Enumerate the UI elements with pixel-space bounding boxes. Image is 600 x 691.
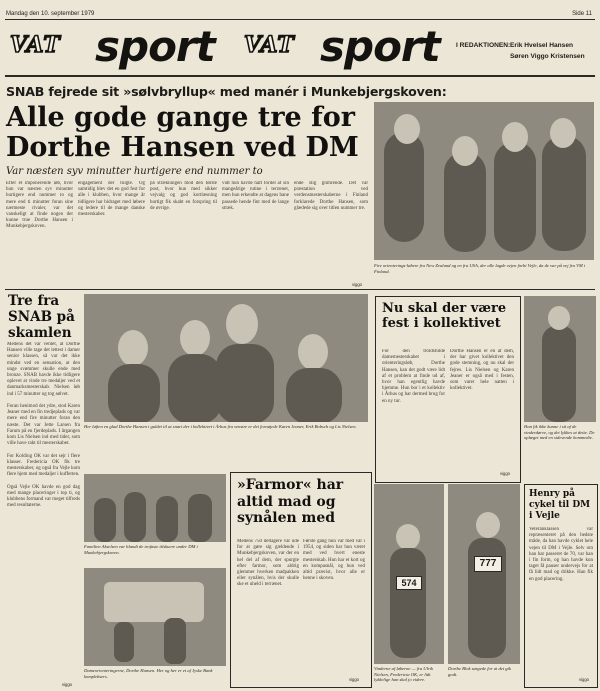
- editor-2: Søren Viggo Kristensen: [510, 53, 585, 60]
- story-fest-body-col-2: Dorthe Hansen er en af dem, der har givet kollektivet den gode stemning, og nu skal der fejres. Lis Nielsen og Karen Jeaner er også med i festen, som varer hele natten i kollektivet.: [450, 349, 514, 392]
- story-farmor-body-col-1: Medens 750 deltagere var ude for at gøre sig gældende i Munkebjergskoven, var der en hel del af dem, der spurgte efter farmor, som aldrig glemmer hverken madpakken eller synålen, hvis der skulle ske et uheld i terrænet.: [237, 539, 299, 588]
- story-henry-signature: viggo: [579, 677, 590, 682]
- runner-photo-2: [448, 484, 520, 664]
- right-photo-caption: Han fik ikke kunne i sit af de vinderdørve, og det lykkes at dette. De oplæget med en sidevende kommedie.: [524, 424, 595, 441]
- story-tre-fra-signature: viggo: [62, 682, 73, 687]
- runner-photos-caption-2: Dorthe Blok sørgede for at det gik godt.: [448, 666, 511, 677]
- story-fest-body-col-1: For den troldsfulde damemesterskabet i orienteringsløb, Dorthe Hansen, kan det godt være lidt af et problem at finde ud af, hvor han egentlig havde hjemme. Hun bor i et kollektiv i Århus og har dermed brug for en ny tur.: [382, 349, 445, 404]
- main-headline-line-1: Alle gode gange tre for: [6, 102, 355, 133]
- masthead-rule-top: [5, 19, 595, 20]
- logo-sport-left: sport: [95, 22, 215, 71]
- runner-photo-1: [374, 484, 444, 664]
- main-story-column-2: engagement der fulgte. Og samtidig blev det en god fest for alle i klubben, hvor mange år tidligere har bidraget med løbere og ledere til de mange danske mesterskaber.: [78, 181, 145, 218]
- center-photo: [84, 294, 368, 422]
- story-fest-box: [375, 296, 521, 483]
- story-farmor-box: [230, 472, 372, 688]
- left-photo-caption: Familien Akselsen var blandt de trofaste tilskuere under DM i Munkebjergskoven.: [84, 544, 198, 555]
- main-story-column-5: ende stig glimrende. Det var præstation ved verdensmesterskaberne i Finland forklarede Dorthe Hansen, som glædede sig over titlen nummer tre.: [294, 181, 368, 211]
- story-fest-signature: viggo: [500, 471, 511, 476]
- story-henry-body: Veteranklassen var repræsenteret på den bedste måde, da han havde cyklet hele vejen til DM i Vejle. Selv om han har passeret de 70, var han i fin form, og han havde kun taget få pauser undervejs for at få lidt mad og drikke. Han fik en god placering.: [529, 527, 593, 582]
- main-story-column-3: på strækningen mod den første post, hvor hun med sikker vejvalg og god kortlæsning hurtigt fik skabt en forspring til de øvrige.: [150, 181, 217, 211]
- center-photo-caption: Her løften en glad Dorthe Hansen i guldet til at snart der i kollektivet i Århus fra venstre er det fornøjede Karen Jeaner, Erik Bobsch og Lis Nielsen.: [84, 424, 357, 429]
- story-fest-headline: Nu skal der være fest i kollektivet: [382, 301, 507, 331]
- story-farmor-signature: viggo: [349, 677, 360, 682]
- bottom-photo-caption: Dameorienteringerne, Dorthe Hansen. Her og her er et af Jyske Bank kompleksers.: [84, 668, 213, 679]
- masthead-rule-bottom: [5, 75, 595, 77]
- main-photo-caption: Fire orienterings-løbere fra New Zealand og en fra USA, der alle lagde vejen forbi Vejle, da de var på vej fra VM i Finland.: [374, 263, 586, 274]
- page-number: Side 11: [572, 11, 592, 17]
- main-kicker: SNAB fejrede sit »sølvbryllup« med manér i Munkebjergskoven:: [6, 84, 447, 99]
- editorial-label: I REDAKTIONEN:: [456, 42, 511, 49]
- left-photo: [84, 474, 226, 542]
- main-story-signature: viggo: [352, 282, 363, 287]
- main-photo: [374, 102, 594, 260]
- section-rule: [5, 289, 595, 290]
- main-headline-line-2: Dorthe Hansen ved DM: [6, 132, 359, 163]
- story-henry-headline: Henry på cykel til DM i Vejle: [529, 489, 591, 521]
- main-story-column-1: Efter et imponerende løb, hvor hun var næsten syv minutter hurtigere end nummer to og mere end ti minutter foran sine nærmeste rivaler, var det vanskeligt at finde nogen der kunne true Dorthe Hansen i Munkebjergskoven.: [6, 181, 73, 230]
- date-line: Mandag den 10. september 1979: [6, 11, 95, 17]
- masthead: [0, 0, 600, 78]
- story-tre-fra-body: Medens det var ventet, at Dorthe Hansen ville tage det lettest i damer senior klassen, så var det ikke mindst ved en sensation, at den unge svømmer skulle ende med bronze. SNAB havde ikke tidligere oplevet at vinde tre medaljer ved et danmarksmesterskab. Nielsen løb ind i 57 minutter og tog sølvet. Foran henimod det ydre, stod Karen Jeaner med en fin tredjeplads og var mere end fire minutter foran den næste. Det var Jette Larsen fra Farum på en fjerdeplads. I årgangen kom Lis Nielsen ind med tider, som ville have rakt til mesterskabet. For Kolding OK var det sejr i flere klasser. Fredericia OK fik tre mesterskaber, og også fra Vejle kom flere hjem med medaljer i kufferten. Også Vejle OK havde en god dag med mange placeringer i top ti, og klubbens formand var meget tilfreds med resultaterne.: [7, 342, 80, 509]
- story-henry-box: [524, 484, 598, 688]
- main-story-column-4: vidt hun havde haft fordel af sin mangeårige rutine i terrænet, men hun erkendte at dagens bane passede hende fint med de lange stræk.: [222, 181, 289, 211]
- story-farmor-headline: »Farmor« har altid mad og synålen med: [237, 477, 344, 526]
- editor-1: Erik Hvelsel Hansen: [510, 42, 574, 49]
- runner-bib-2: 777: [474, 556, 502, 572]
- logo-vat-right: VAT: [244, 32, 295, 58]
- runner-photos-caption: Vinderne af løberne — fra Ulrik Nielsen, Fredericia OK, er lidt lykkelige han skal jo videre.: [374, 666, 433, 683]
- logo-vat-left: VAT: [10, 32, 61, 58]
- main-subheadline: Var næsten syv minutter hurtigere end nummer to: [6, 166, 263, 177]
- story-farmor-body-col-2: Første gang hun var med var i 1954, og siden har hun været med ved hvert eneste mesterskab. Hun har et kort og en kompasnål, og hun ved altid præcist, hvor alle er henne i skoven.: [303, 539, 365, 582]
- story-tre-fra-headline: Tre fra SNAB på skamlen: [8, 293, 75, 341]
- logo-sport-right: sport: [320, 22, 440, 71]
- right-photo: [524, 296, 596, 422]
- bottom-photo: [84, 568, 226, 666]
- runner-bib-1: 574: [396, 576, 422, 590]
